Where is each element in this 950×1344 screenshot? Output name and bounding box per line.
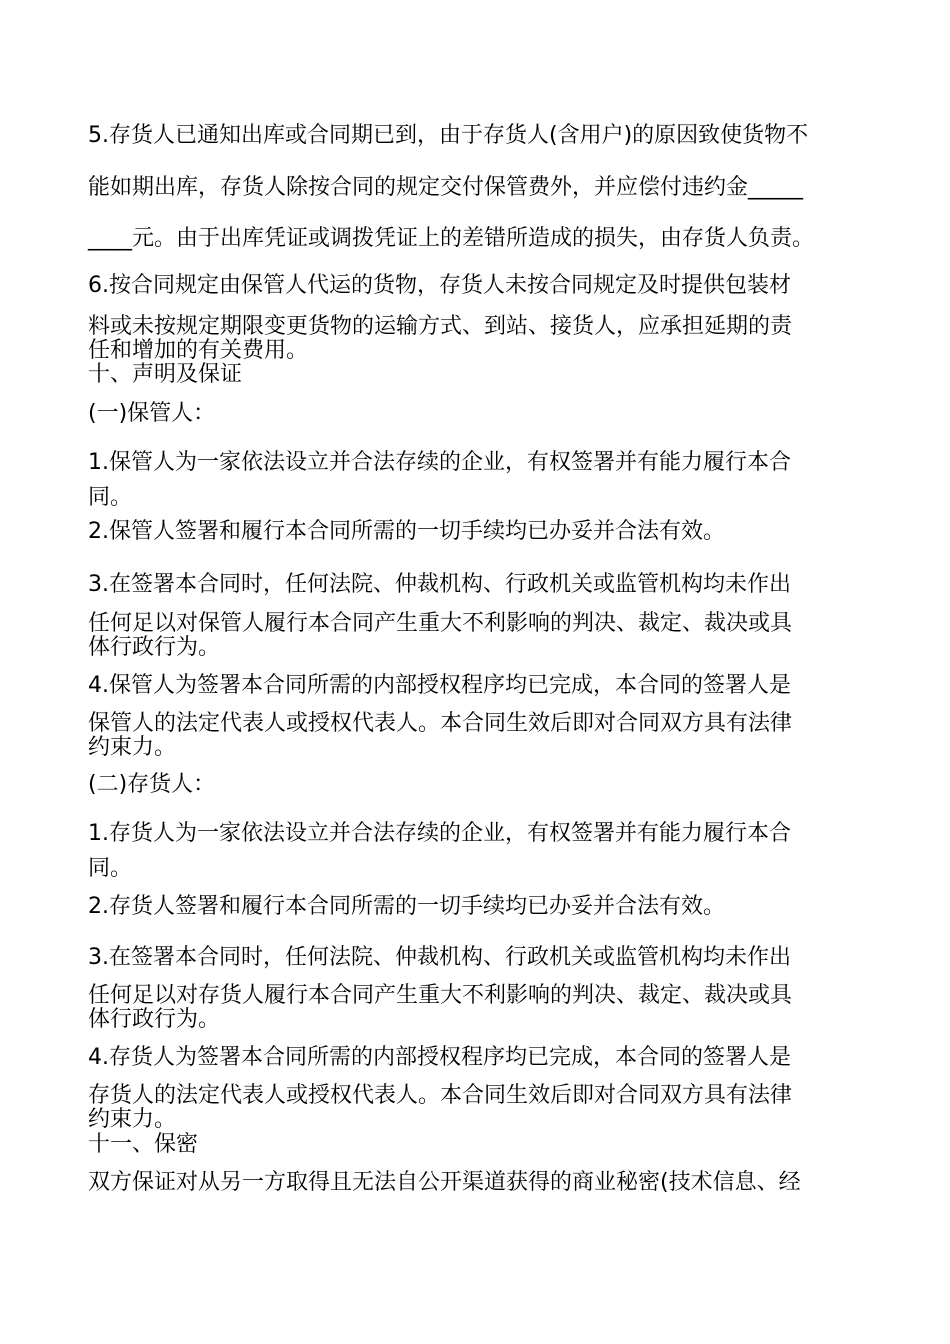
depositor-item-3-line-3: 体行政行为。	[88, 1007, 221, 1032]
section-10-heading: 十、声明及保证	[88, 362, 243, 387]
clause-9-item-6-line-3: 任和增加的有关费用。	[88, 338, 309, 363]
clause-9-item-6-line-2: 料或未按规定期限变更货物的运输方式、到站、接货人，应承担延期的责	[88, 314, 793, 339]
depositor-heading: (二)存货人：	[88, 772, 216, 797]
keeper-item-4-line-3: 约束力。	[88, 735, 177, 760]
keeper-item-1-line-2: 同。	[88, 485, 133, 510]
keeper-item-4-line-1: 4.保管人为签署本合同所需的内部授权程序均已完成，本合同的签署人是	[88, 673, 791, 698]
clause-9-item-5-line-3: ____元。由于出库凭证或调拨凭证上的差错所造成的损失，由存货人负责。	[88, 226, 815, 251]
keeper-item-3-line-3: 体行政行为。	[88, 635, 221, 660]
keeper-item-1-line-1: 1.保管人为一家依法设立并合法存续的企业，有权签署并有能力履行本合	[88, 450, 791, 475]
depositor-item-3-line-2: 任何足以对存货人履行本合同产生重大不利影响的判决、裁定、裁决或具	[88, 983, 793, 1008]
clause-9-item-5-line-2: 能如期出库，存货人除按合同的规定交付保管费外，并应偿付违约金_____	[88, 175, 804, 200]
keeper-item-2: 2.保管人签署和履行本合同所需的一切手续均已办妥并合法有效。	[88, 519, 725, 544]
depositor-item-2: 2.存货人签署和履行本合同所需的一切手续均已办妥并合法有效。	[88, 894, 725, 919]
depositor-item-3-line-1: 3.在签署本合同时，任何法院、仲裁机构、行政机关或监管机构均未作出	[88, 945, 791, 970]
section-11-text: 双方保证对从另一方取得且无法自公开渠道获得的商业秘密(技术信息、经	[88, 1170, 801, 1195]
keeper-item-3-line-2: 任何足以对保管人履行本合同产生重大不利影响的判决、裁定、裁决或具	[88, 611, 793, 636]
depositor-item-1-line-2: 同。	[88, 856, 133, 881]
keeper-item-4-line-2: 保管人的法定代表人或授权代表人。本合同生效后即对合同双方具有法律	[88, 711, 793, 736]
clause-9-item-6-line-1: 6.按合同规定由保管人代运的货物，存货人未按合同规定及时提供包装材	[88, 273, 791, 298]
depositor-item-1-line-1: 1.存货人为一家依法设立并合法存续的企业，有权签署并有能力履行本合	[88, 821, 791, 846]
depositor-item-4-line-2: 存货人的法定代表人或授权代表人。本合同生效后即对合同双方具有法律	[88, 1083, 793, 1108]
keeper-item-3-line-1: 3.在签署本合同时，任何法院、仲裁机构、行政机关或监管机构均未作出	[88, 572, 791, 597]
section-11-heading: 十一、保密	[88, 1132, 199, 1157]
depositor-item-4-line-3: 约束力。	[88, 1107, 177, 1132]
keeper-heading: (一)保管人：	[88, 401, 216, 426]
depositor-item-4-line-1: 4.存货人为签署本合同所需的内部授权程序均已完成，本合同的签署人是	[88, 1045, 791, 1070]
clause-9-item-5-line-1: 5.存货人已通知出库或合同期已到，由于存货人(含用户)的原因致使货物不	[88, 123, 809, 148]
